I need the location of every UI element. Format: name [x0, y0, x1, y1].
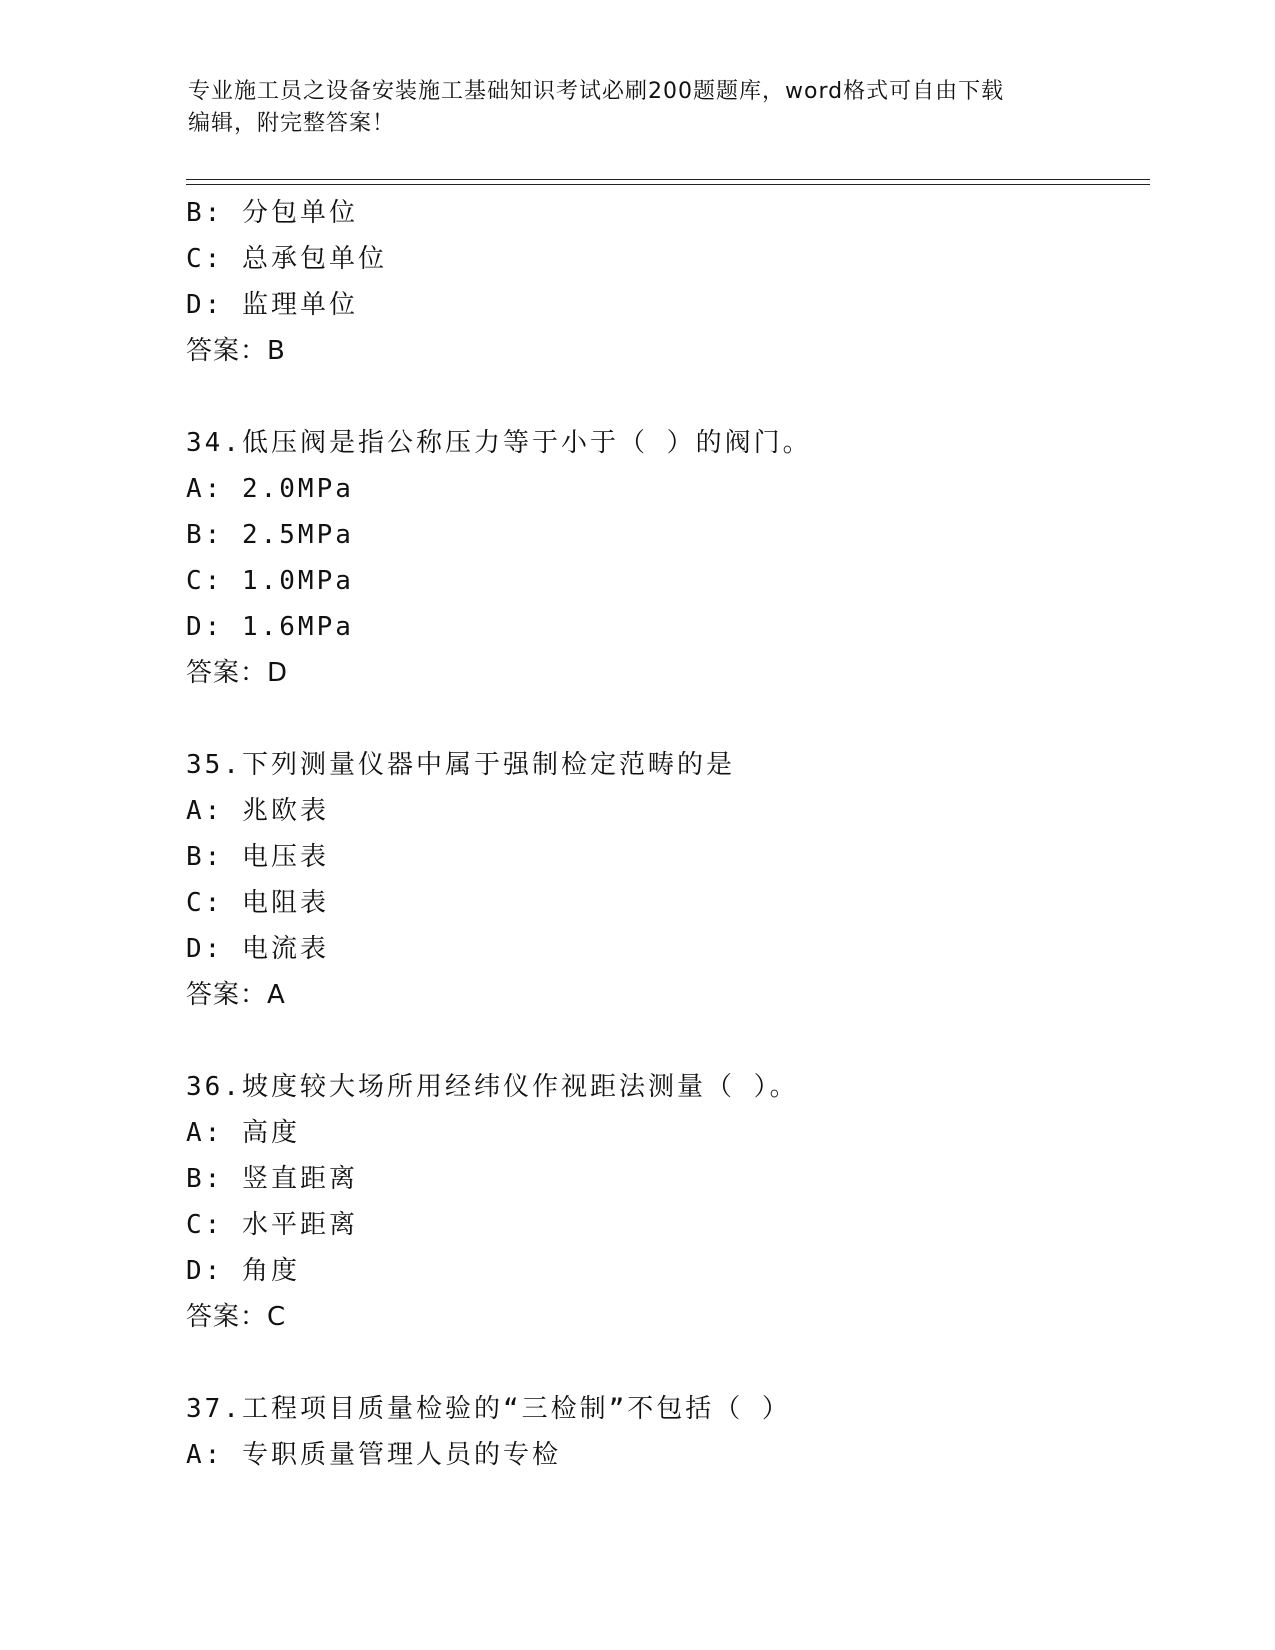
question-37 — [186, 1386, 1146, 1478]
option-b: B: 竖直距离 — [186, 1164, 358, 1194]
spacer — [186, 1340, 1146, 1386]
header-title-line-2: 编辑，附完整答案！ — [188, 111, 396, 136]
option-b: B: 分包单位 — [186, 198, 358, 228]
question-text: 34.低压阀是指公称压力等于小于（ ）的阀门。 — [186, 428, 812, 458]
option-d: D: 电流表 — [186, 934, 329, 964]
document-header — [188, 76, 1068, 140]
option-d: D: 监理单位 — [186, 290, 358, 320]
answer: 答案：D — [186, 658, 289, 688]
option-d: D: 1.6MPa — [186, 612, 354, 642]
question-text: 37.工程项目质量检验的“三检制”不包括（ ） — [186, 1394, 791, 1424]
header-title-line-1: 专业施工员之设备安装施工基础知识考试必刷200题题库，word格式可自由下载 — [188, 79, 1005, 104]
question-35 — [186, 742, 1146, 1018]
question-34 — [186, 420, 1146, 696]
question-33 — [186, 190, 1146, 374]
answer: 答案：B — [186, 336, 286, 366]
option-b: B: 2.5MPa — [186, 520, 354, 550]
option-a: A: 2.0MPa — [186, 474, 354, 504]
question-list — [186, 190, 1146, 1478]
option-d: D: 角度 — [186, 1256, 300, 1286]
option-a: A: 兆欧表 — [186, 796, 329, 826]
option-c: C: 电阻表 — [186, 888, 329, 918]
header-divider-bottom — [186, 184, 1150, 185]
option-a: A: 高度 — [186, 1118, 300, 1148]
spacer — [186, 1018, 1146, 1064]
option-b: B: 电压表 — [186, 842, 329, 872]
option-a: A: 专职质量管理人员的专检 — [186, 1440, 561, 1470]
question-36 — [186, 1064, 1146, 1340]
option-c: C: 水平距离 — [186, 1210, 358, 1240]
spacer — [186, 696, 1146, 742]
question-text: 35.下列测量仪器中属于强制检定范畴的是 — [186, 750, 735, 780]
question-text: 36.坡度较大场所用经纬仪作视距法测量（ ）。 — [186, 1072, 799, 1102]
answer: 答案：C — [186, 1302, 287, 1332]
header-divider-top — [186, 179, 1150, 180]
answer: 答案：A — [186, 980, 286, 1010]
option-c: C: 1.0MPa — [186, 566, 354, 596]
option-c: C: 总承包单位 — [186, 244, 387, 274]
spacer — [186, 374, 1146, 420]
